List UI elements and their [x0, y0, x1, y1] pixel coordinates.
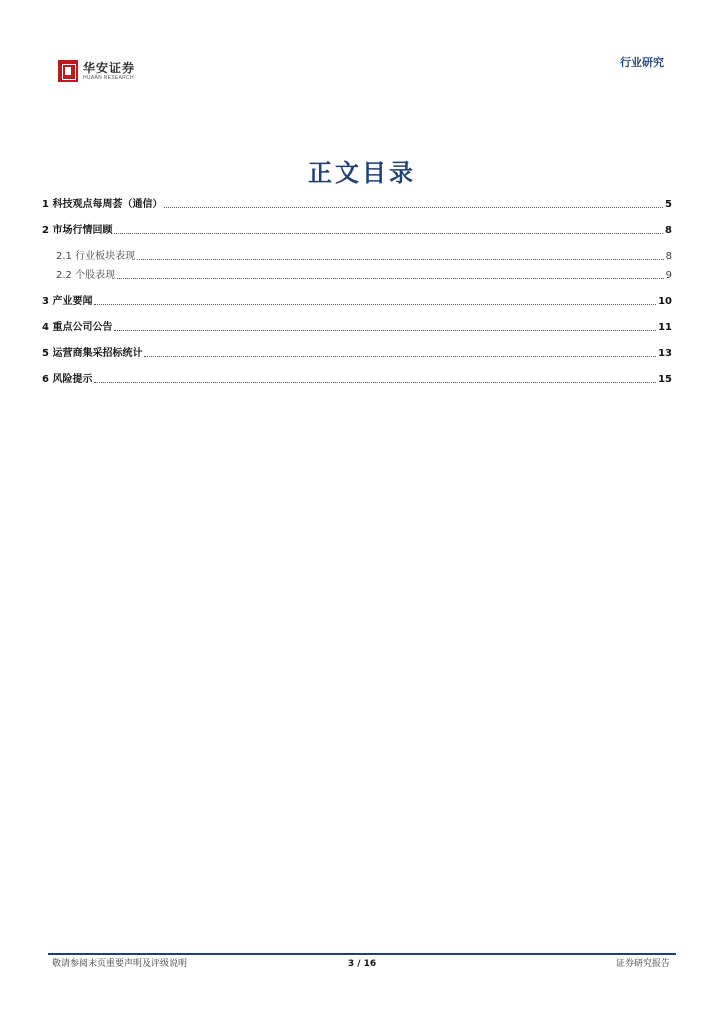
- toc-entry-page: 15: [658, 374, 672, 385]
- toc-entry-page: 5: [665, 199, 672, 210]
- toc-entry-label: 2.2 个股表现: [56, 270, 116, 281]
- toc-title: 正文目录: [308, 158, 416, 187]
- brand-name-en: HUAAN RESEARCH: [83, 74, 134, 81]
- seal-logo-icon: [58, 60, 78, 82]
- footer-disclaimer: 敬请参阅末页重要声明及评级说明: [52, 959, 188, 969]
- toc-entry-page: 13: [658, 348, 672, 359]
- toc-entry-page: 8: [665, 225, 672, 236]
- toc-entry-label: 6 风险提示: [42, 374, 93, 385]
- toc-entry-3[interactable]: [42, 296, 672, 308]
- dot-leader: [114, 330, 656, 331]
- dot-leader: [164, 207, 663, 208]
- toc-entry-label: 4 重点公司公告: [42, 322, 113, 333]
- dot-leader: [117, 278, 664, 279]
- toc-entry-label: 2 市场行情回顾: [42, 225, 113, 236]
- page-number: 3 / 16: [347, 959, 377, 969]
- toc-entry-label: 5 运营商集采招标统计: [42, 348, 143, 359]
- brand-name-cn: 华安证券: [83, 60, 136, 75]
- toc-entry-page: 9: [665, 270, 672, 281]
- report-type-label: 行业研究: [620, 56, 664, 69]
- toc-entry-2-1[interactable]: [42, 251, 672, 263]
- dot-leader: [144, 356, 656, 357]
- dot-leader: [94, 304, 656, 305]
- toc-entry-label: 3 产业要闻: [42, 296, 93, 307]
- toc-entry-page: 8: [665, 251, 672, 262]
- dot-leader: [137, 259, 664, 260]
- footer-doc-type: 证券研究报告: [615, 959, 670, 969]
- page-header: [0, 0, 724, 100]
- toc-entry-label: 2.1 行业板块表现: [56, 251, 136, 262]
- toc-entry-label: 1 科技观点每周荟（通信）: [42, 199, 163, 210]
- toc-entry-2[interactable]: [42, 225, 672, 237]
- toc-entry-2-2[interactable]: [42, 270, 672, 282]
- toc-entry-1[interactable]: [42, 199, 672, 211]
- toc-entry-5[interactable]: [42, 348, 672, 360]
- dot-leader: [94, 382, 656, 383]
- footer-divider: [48, 953, 676, 955]
- page-footer: [48, 957, 676, 971]
- dot-leader: [114, 233, 663, 234]
- logo-text: [83, 62, 135, 81]
- toc-entry-4[interactable]: [42, 322, 672, 334]
- toc-entry-page: 11: [658, 322, 672, 333]
- company-logo: [58, 60, 135, 82]
- toc-entry-page: 10: [658, 296, 672, 307]
- toc-entry-6[interactable]: [42, 374, 672, 386]
